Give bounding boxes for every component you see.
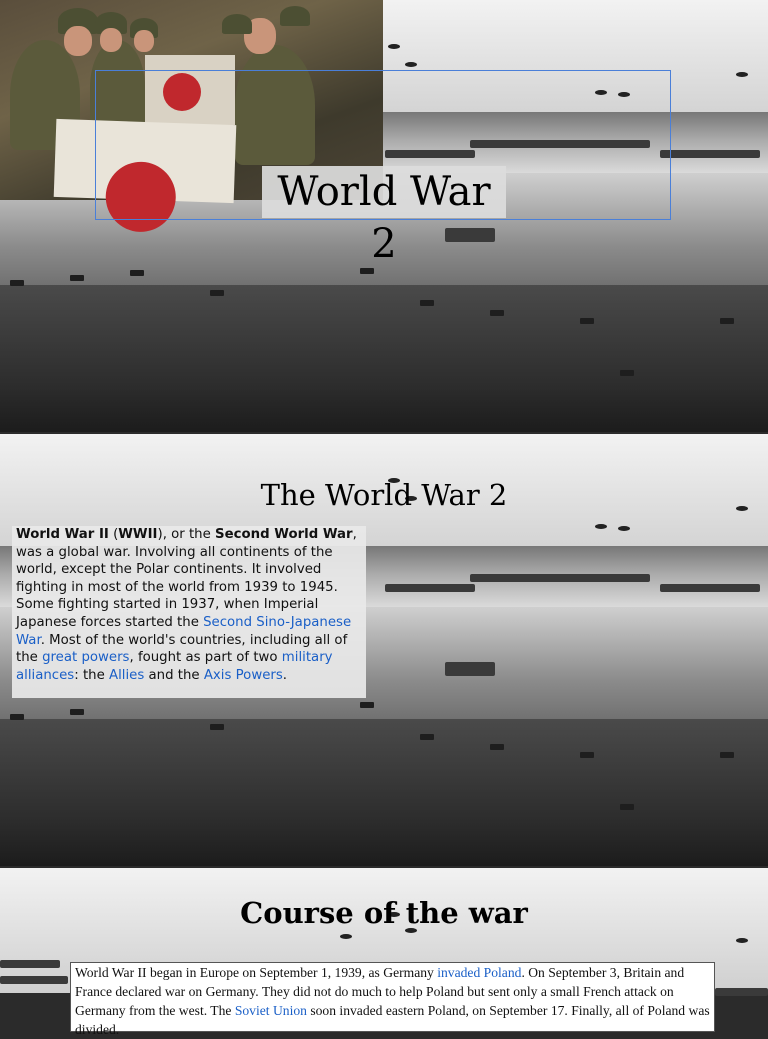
slide-1[interactable]	[0, 0, 768, 432]
slide-1-title[interactable]: World War 2	[262, 166, 506, 218]
slide-2-title[interactable]: The World War 2	[260, 478, 508, 512]
text: ), or the	[157, 527, 216, 542]
link-axis-powers[interactable]: Axis Powers	[203, 667, 283, 683]
slide-3-title[interactable]: Course of the war	[240, 896, 528, 930]
text: soon invaded eastern Poland, on September 17. Finally, all of Poland was divided.	[75, 1003, 710, 1037]
text: (	[108, 527, 119, 542]
text: , fought as part of two	[129, 650, 282, 666]
text-bold: World War II	[16, 527, 109, 542]
link-military-alliances[interactable]: military alliances	[16, 650, 333, 683]
text: and the	[144, 667, 204, 683]
text: , was a global war. Involving all continents of the world, except the Polar continents. It involved fighting in most of the world from 1939 to 1945. Some fighting started in 1937, when Imperial Japanese forces started the	[16, 527, 357, 630]
text-bold: Second World War	[215, 527, 353, 542]
text-bold: WWII	[118, 527, 158, 542]
slide-2[interactable]	[0, 434, 768, 866]
text: : the	[74, 667, 109, 683]
text: . On September 3, Britain and France declared war on Germany. They did not do much to help Poland but sent only a small French attack on Germany from the west. The	[75, 965, 685, 1018]
slide-3[interactable]	[0, 868, 768, 1037]
text: World War II began in Europe on September 1, 1939, as Germany	[75, 965, 438, 980]
slide-3-text-box[interactable]	[70, 962, 715, 1037]
link-invaded-poland[interactable]: invaded Poland	[437, 965, 522, 980]
slide-2-text-box[interactable]	[12, 526, 366, 698]
link-allies[interactable]: Allies	[109, 667, 145, 683]
link-second-sino-japanese-war[interactable]: Second Sino-Japanese War	[16, 614, 352, 648]
link-soviet-union[interactable]: Soviet Union	[234, 1003, 307, 1018]
link-great-powers[interactable]: great powers	[42, 650, 130, 666]
text: . Most of the world's countries, including all of the	[16, 632, 348, 666]
text: .	[282, 667, 288, 683]
